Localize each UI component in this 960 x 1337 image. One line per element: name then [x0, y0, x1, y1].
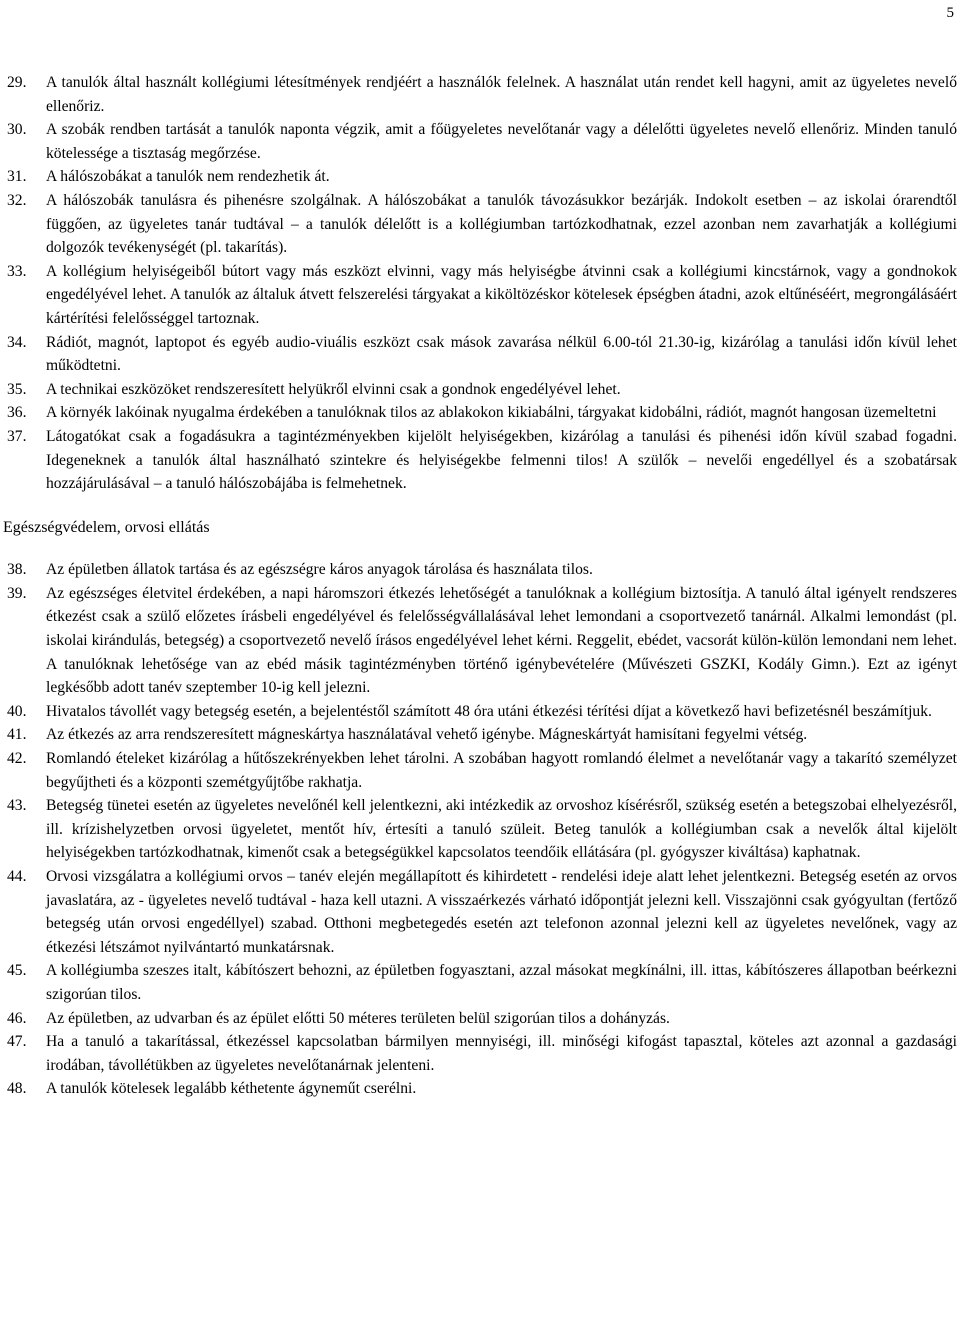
- rule-number: 29.: [7, 74, 27, 91]
- rule-number: 46.: [7, 1009, 27, 1027]
- rule-text: Ha a tanuló a takarítással, étkezéssel kapcsolatban bármilyen mennyiségi, ill. minőségi kifogást tapasztal, köteles azt azonnal a gazdasági irodában, távollétükben az ügyeletes nevelőtanárnak jelenteni.: [46, 1033, 957, 1074]
- rule-text: Az egészséges életvitel érdekében, a napi háromszori étkezés lehetőségét a tanulóknak a kollégium biztosítja. A tanuló által igényelt rendszeres étkezést csak a szülő előzetes írásbeli engedélyével és felelősségvállalásával lehet lemondani a csoportvezető tanárnál. Alkalmi lemondást (pl. iskolai kirándulás, betegség) a csoportvezető nevelő írásos engedélyével lehet kérni. Reggelit, ebédet, vacsorát külön-külön lemondani nem lehet. A tanulóknak lehetősége van az ebéd másik tagintézményben történő igénybevételére (Művészeti GSZKI, Kodály Gimn.). Ezt az igényt legkésőbb adott tanév szeptember 10-ig kell jelezni.: [46, 584, 957, 697]
- rule-number: 30.: [7, 121, 27, 139]
- rule-number: 45.: [7, 962, 27, 980]
- rule-text: A tanulók kötelesek legalább kéthetente ágyneműt cserélni.: [46, 1080, 417, 1098]
- rule-text: Az épületben, az udvarban és az épület előtti 50 méteres területen belül szigorúan tilos a dohányzás.: [46, 1009, 670, 1027]
- rule-text: A hálószobák tanulásra és pihenésre szolgálnak. A hálószobákat a tanulók távozásukkor bezárják. Indokolt esetben – az iskolai órarendtől függően, az ügyeletes tanár tudtával – a tanulók délelőtt is a kollégiumban tartózkodhatnak, ezzel azonban nem zavarhatják a kollégiumi dolgozók tevékenységét (pl. takarítás).: [46, 191, 957, 257]
- rule-number: 40.: [7, 702, 27, 720]
- rule-item: [7, 794, 957, 865]
- rule-item: [7, 378, 957, 402]
- rule-item: [7, 331, 957, 378]
- rule-text: A tanulók által használt kollégiumi létesítmények rendjéért a használók felelnek. A használat után rendet kell hagyni, amit az ügyeletes nevelő ellenőriz.: [46, 74, 957, 115]
- rule-text: A szobák rendben tartását a tanulók naponta végzik, amit a főügyeletes nevelőtanár vagy a délelőtti ügyeletes nevelő ellenőriz. Minden tanuló kötelessége a tisztaság megőrzése.: [46, 121, 957, 162]
- rule-item: [7, 401, 957, 425]
- rule-number: 37.: [7, 427, 27, 445]
- page-number: 5: [946, 5, 954, 21]
- rule-item: [7, 582, 957, 700]
- rule-text: Betegség tünetei esetén az ügyeletes nevelőnél kell jelentkezni, aki intézkedik az orvoshoz kísérésről, szükség esetén a betegszobai elhelyezésről, ill. krízishelyzetben orvosi ügyeletet, mentőt hív, értesíti a tanuló szüleit. Beteg tanulók a kollégiumban csak a nevelők által kijelölt helyiségekben tartózkodhatnak, kimenőt csak a betegségükkel kapcsolatos teendőik ellátására (pl. gyógyszer kiváltása) kaphatnak.: [46, 797, 957, 862]
- rule-text: Romlandó ételeket kizárólag a hűtőszekrényekben lehet tárolni. A szobában hagyott romlandó élelmet a nevelőtanár vagy a takarító személyzet begyűjtheti és a központi szemétgyűjtőbe rakhatja.: [46, 750, 957, 791]
- rule-number: 41.: [7, 726, 27, 744]
- rules-list-facilities: [7, 71, 957, 496]
- rule-item: [7, 189, 957, 260]
- rule-number: 35.: [7, 380, 27, 398]
- rule-text: A hálószobákat a tanulók nem rendezhetik át.: [46, 168, 330, 186]
- rule-item: [7, 1007, 957, 1031]
- rule-text: A környék lakóinak nyugalma érdekében a tanulóknak tilos az ablakokon kikiabálni, tárgyakat kidobálni, rádiót, magnót hangosan üzemeltetni: [46, 404, 937, 422]
- rules-list-health: [7, 558, 957, 1101]
- rule-item: [7, 558, 957, 582]
- rule-text: A kollégiumba szeszes italt, kábítószert behozni, az épületben fogyasztani, azzal másokat megkínálni, ill. ittas, kábítószeres állapotban beérkezni szigorúan tilos.: [46, 962, 957, 1003]
- rule-number: 34.: [7, 333, 27, 351]
- rule-item: [7, 747, 957, 794]
- rule-number: 47.: [7, 1033, 27, 1051]
- rule-number: 38.: [7, 561, 27, 579]
- rule-number: 44.: [7, 868, 27, 885]
- rule-number: 48.: [7, 1080, 27, 1098]
- document-body: [3, 71, 957, 1101]
- rule-number: 36.: [7, 404, 27, 422]
- rule-item: [7, 118, 957, 165]
- rule-number: 32.: [7, 191, 27, 209]
- rule-item: [7, 1077, 957, 1101]
- rule-text: Orvosi vizsgálatra a kollégiumi orvos – tanév elején megállapított és kihirdetett - rendelési ideje alatt lehet jelentkezni. Betegség esetén az orvos javaslatára, az - ügyeletes nevelő tudtával - haza kell utazni. A visszaérkezés várható időpontját jelezni kell. Visszajönni csak gyógyultan (fertőző betegség után orvosi engedéllyel) szabad. Otthoni megbetegedés esetén azt telefonon azonnal jelezni kell az ügyeletes nevelőnek, vagy az étkezési létszámot nyilvántartó munkatársnak.: [46, 868, 957, 956]
- rule-item: [7, 1030, 957, 1077]
- rule-item: [7, 865, 957, 959]
- rule-item: [7, 425, 957, 496]
- rule-text: A kollégium helyiségeiből bútort vagy más eszközt elvinni, vagy más helyiségbe átvinni csak a kollégiumi kincstárnok, vagy a gondnokok engedélyével lehet. A tanulók az általuk átvett felszerelési tárgyakat a kiköltözéskor kötelesek épségben átadni, azok eltűnéséért, megrongálásáért kártérítési felelősséggel tartoznak.: [46, 262, 957, 327]
- rule-item: [7, 260, 957, 331]
- rule-item: [7, 723, 957, 747]
- rule-text: A technikai eszközöket rendszeresített helyükről elvinni csak a gondnok engedélyével lehet.: [46, 380, 621, 398]
- rule-text: Hivatalos távollét vagy betegség esetén, a bejelentéstől számított 48 óra utáni étkezési térítési díjat a következő havi befizetésnél beszámítjuk.: [46, 702, 932, 720]
- rule-number: 42.: [7, 750, 27, 768]
- rule-text: Rádiót, magnót, laptopot és egyéb audio-viuális eszközt csak mások zavarása nélkül 6.00-tól 21.30-ig, kizárólag a tanulási időn kívül lehet működtetni.: [46, 333, 957, 375]
- rule-number: 31.: [7, 168, 27, 186]
- rule-item: [7, 165, 957, 189]
- rule-text: Az étkezés az arra rendszeresített mágneskártya használatával vehető igénybe. Mágneskártyát hamisítani fegyelmi vétség.: [46, 726, 808, 744]
- rule-text: Az épületben állatok tartása és az egészségre káros anyagok tárolása és használata tilos.: [46, 561, 593, 579]
- section-heading: Egészségvédelem, orvosi ellátás: [3, 518, 210, 536]
- rule-number: 39.: [7, 584, 27, 602]
- rule-number: 33.: [7, 262, 27, 280]
- rule-item: [7, 71, 957, 118]
- rule-text: Látogatókat csak a fogadásukra a tagintézményekben kijelölt helyiségekben, kizárólag a tanulási és pihenési időn kívül szabad fogadni. Idegeneknek a tanulók által használható szintekre és helyiségekbe felmenni tilos! A szülők – nevelői engedéllyel és a szobatársak hozzájárulásával – a tanuló hálószobájába is felmehetnek.: [46, 427, 957, 493]
- rule-number: 43.: [7, 797, 27, 815]
- rule-item: [7, 700, 957, 724]
- rule-item: [7, 959, 957, 1006]
